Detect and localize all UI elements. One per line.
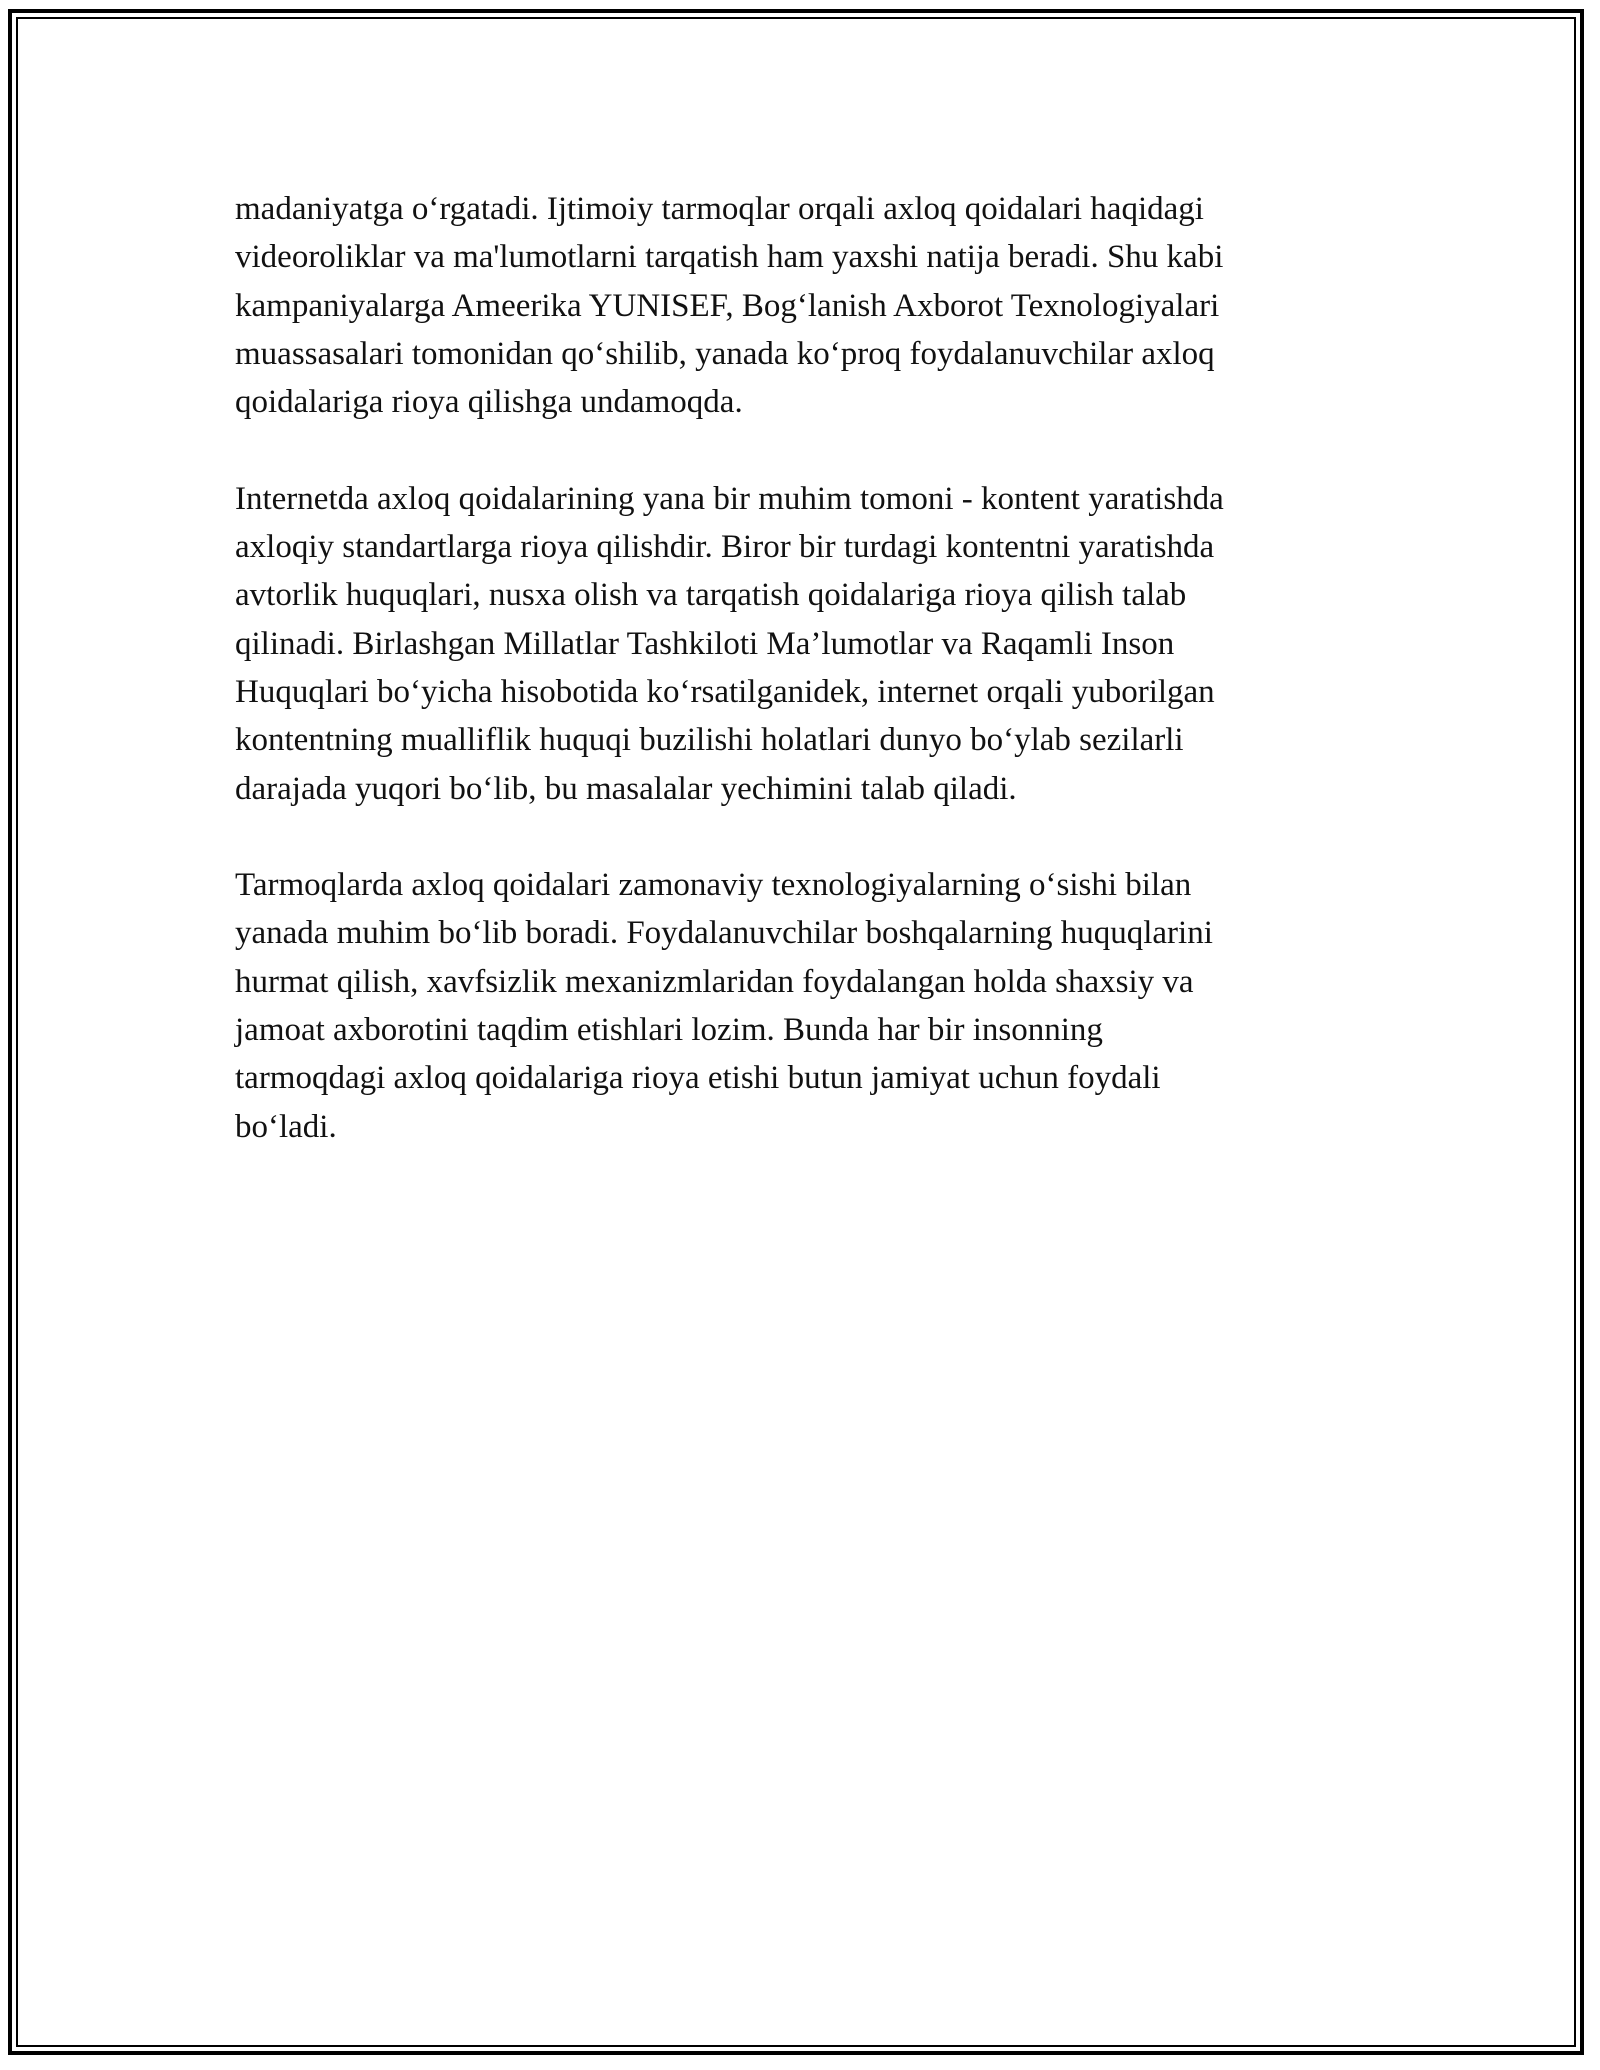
paragraph-1: [235, 185, 1365, 426]
document-body: [235, 185, 1365, 1199]
text-line: avtorlik huquqlari, nusxa olish va tarqatish qoidalariga rioya qilish talab: [235, 577, 1187, 614]
text-line: qoidalariga rioya qilishga undamoqda.: [235, 384, 743, 421]
text-line: Huquqlari bo‘yicha hisobotida ko‘rsatilganidek, internet orqali yuborilgan: [235, 673, 1215, 710]
text-line: Tarmoqlarda axloq qoidalari zamonaviy texnologiyalarning o‘sishi bilan: [235, 867, 1192, 904]
paragraph-3: [235, 861, 1365, 1151]
text-line: videoroliklar va ma'lumotlarni tarqatish ham yaxshi natija beradi. Shu kabi: [235, 239, 1224, 276]
text-line: axloqiy standartlarga rioya qilishdir. Biror bir turdagi kontentni yaratishda: [235, 529, 1215, 566]
text-line: kontentning mualliflik huquqi buzilishi holatlari dunyo bo‘ylab sezilarli: [235, 722, 1184, 759]
text-line: bo‘ladi.: [235, 1108, 337, 1145]
text-line: hurmat qilish, xavfsizlik mexanizmlaridan foydalangan holda shaxsiy va: [235, 963, 1194, 1000]
text-line: yanada muhim bo‘lib boradi. Foydalanuvchilar boshqalarning huquqlarini: [235, 915, 1213, 952]
text-line: Internetda axloq qoidalarining yana bir muhim tomoni - kontent yaratishda: [235, 480, 1224, 517]
paragraph-2: [235, 475, 1365, 813]
text-line: jamoat axborotini taqdim etishlari lozim. Bunda har bir insonning: [235, 1012, 1103, 1049]
text-line: kampaniyalarga Ameerika YUNISEF, Bog‘lanish Axborot Texnologiyalari: [235, 287, 1220, 324]
text-line: muassasalari tomonidan qo‘shilib, yanada ko‘proq foydalanuvchilar axloq: [235, 335, 1215, 372]
text-line: darajada yuqori bo‘lib, bu masalalar yechimini talab qiladi.: [235, 770, 1017, 807]
text-line: qilinadi. Birlashgan Millatlar Tashkiloti Ma’lumotlar va Raqamli Inson: [235, 625, 1175, 662]
text-line: tarmoqdagi axloq qoidalariga rioya etishi butun jamiyat uchun foydali: [235, 1060, 1161, 1097]
text-line: madaniyatga o‘rgatadi. Ijtimoiy tarmoqlar orqali axloq qoidalari haqidagi: [235, 191, 1204, 227]
